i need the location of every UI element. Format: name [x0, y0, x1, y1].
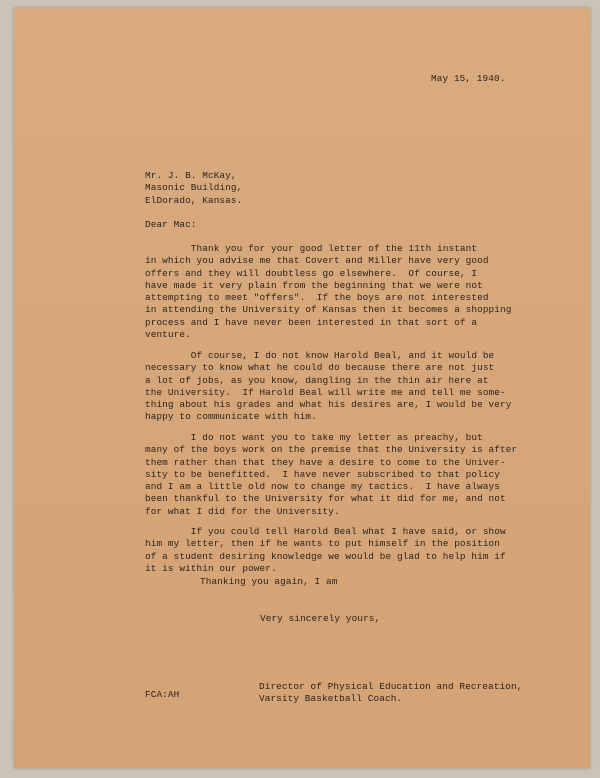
text-line: Of course, I do not know Harold Beal, and it would be: [145, 350, 495, 361]
text-line: happy to communicate with him.: [145, 411, 317, 423]
closing: Very sincerely yours,: [260, 613, 381, 624]
text-line: been thankful to the University for what it did for me, and not: [145, 493, 506, 505]
recipient-address: [145, 170, 242, 207]
text-line: If you could tell Harold Beal what I have said, or show: [145, 526, 506, 537]
text-line: venture.: [145, 329, 191, 341]
paragraph-2: [145, 350, 511, 424]
text-line: of a student desiring knowledge we would be glad to help him if: [145, 550, 506, 562]
paragraph-1: [145, 243, 511, 341]
address-line: Mr. J. B. McKay,: [145, 170, 237, 181]
text-line: a lot of jobs, as you know, dangling in the thin air here at: [145, 374, 489, 386]
text-line: necessary to know what he could do because there are not just: [145, 362, 495, 374]
text-line: in which you advise me that Covert and Miller have very good: [145, 255, 489, 267]
address-line: Masonic Building,: [145, 182, 243, 194]
text-line: I do not want you to take my letter as preachy, but: [145, 432, 483, 443]
text-line: it is within our power.: [145, 562, 277, 574]
text-line: in attending the University of Kansas then it becomes a shopping: [145, 304, 512, 316]
text-line: process and I have never been interested in that sort of a: [145, 316, 478, 328]
title-line: Varsity Basketball Coach.: [259, 693, 403, 705]
letter-date: May 15, 1940.: [431, 73, 506, 84]
text-line: attempting to meet "offers". If the boys are not interested: [145, 292, 489, 304]
paragraph-4: [145, 526, 506, 575]
text-line: them rather than that they have a desire to come to the Univer-: [145, 456, 506, 468]
typist-initials: FCA:AH: [145, 689, 180, 700]
salutation: Dear Mac:: [145, 219, 197, 230]
text-line: Thank you for your good letter of the 11th instant: [145, 243, 478, 254]
text-line: and I am a little old now to change my tactics. I have always: [145, 481, 501, 493]
text-line: offers and they will doubtless go elsewhere. Of course, I: [145, 267, 478, 279]
text-line: the University. If Harold Beal will write me and tell me some-: [145, 386, 506, 398]
thanks-line: Thanking you again, I am: [200, 576, 338, 587]
text-line: sity to be benefitted. I have never subscribed to that policy: [145, 468, 501, 480]
text-line: have made it very plain from the beginning that we were not: [145, 279, 483, 291]
text-line: many of the boys work on the premise that the University is after: [145, 444, 518, 456]
signature-title: [259, 681, 522, 706]
text-line: for what I did for the University.: [145, 505, 340, 517]
text-line: him my letter, then if he wants to put himself in the position: [145, 538, 501, 550]
title-line: Director of Physical Education and Recreation,: [259, 681, 523, 692]
text-line: thing about his grades and what his desires are, I would be very: [145, 399, 512, 411]
paragraph-3: [145, 432, 517, 518]
address-line: ElDorado, Kansas.: [145, 194, 243, 206]
